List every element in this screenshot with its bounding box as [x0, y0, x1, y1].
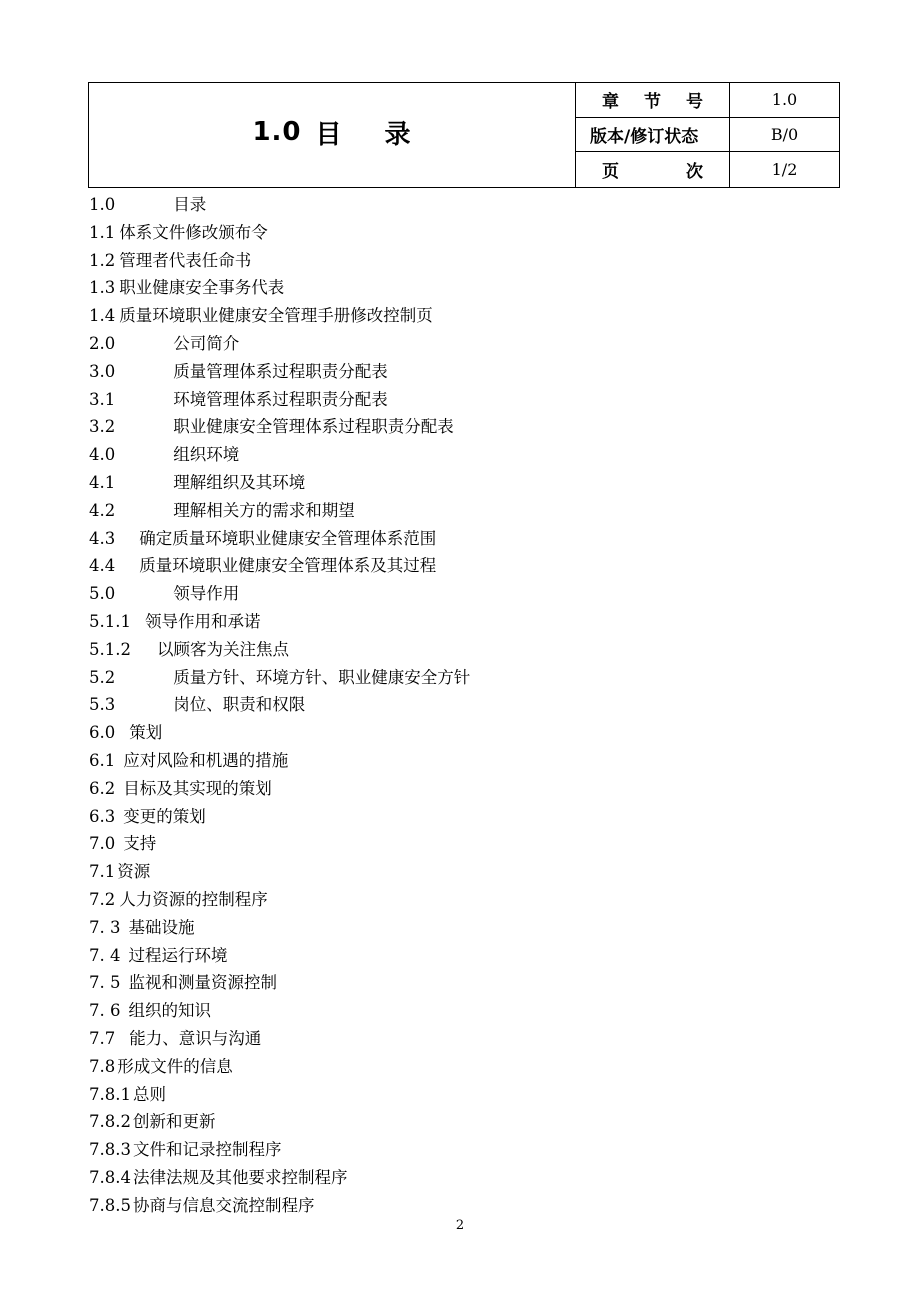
toc-item-number: 4.4	[89, 556, 116, 576]
document-header-table	[88, 82, 840, 188]
toc-item-number: 7.8.2	[89, 1112, 131, 1132]
toc-item-number: 2.0	[89, 333, 116, 353]
toc-item-number: 7.8	[89, 1056, 116, 1076]
toc-item	[89, 358, 869, 386]
toc-item-title: 体系文件修改颁布令	[119, 222, 268, 242]
chapter-label-char-3: 号	[686, 92, 703, 113]
toc-item-title: 质量管理体系过程职责分配表	[173, 361, 388, 381]
page-value: 1/2	[771, 160, 798, 180]
toc-item-number: 3.0	[89, 361, 116, 381]
toc-item-number: 3.2	[89, 417, 116, 437]
toc-item	[89, 469, 869, 497]
toc-item	[89, 803, 869, 831]
toc-item-number: 7. 4	[89, 945, 121, 965]
toc-item-title: 岗位、职责和权限	[173, 695, 306, 715]
toc-item	[89, 1192, 869, 1220]
toc-item-number: 7.0	[89, 834, 116, 854]
toc-item-number: 4.0	[89, 445, 116, 465]
toc-item-title: 形成文件的信息	[117, 1056, 233, 1076]
toc-item	[89, 386, 869, 414]
toc-item	[89, 1136, 869, 1164]
page-title	[89, 83, 576, 187]
toc-item	[89, 525, 869, 553]
toc-item-title: 监视和测量资源控制	[128, 973, 277, 993]
page-label-char-1: 页	[602, 162, 619, 183]
toc-item-title: 能力、意识与沟通	[129, 1028, 262, 1048]
toc-item-title: 理解组织及其环境	[173, 472, 306, 492]
toc-item-number: 1.1	[89, 222, 116, 242]
toc-item	[89, 1025, 869, 1053]
toc-item-title: 人力资源的控制程序	[119, 889, 268, 909]
toc-item	[89, 775, 869, 803]
toc-item	[89, 664, 869, 692]
toc-item-number: 5.1.2	[89, 639, 131, 659]
toc-item	[89, 219, 869, 247]
chapter-label-char-2: 节	[644, 92, 661, 113]
toc-item	[89, 691, 869, 719]
toc-item	[89, 830, 869, 858]
toc-item	[89, 413, 869, 441]
toc-item-title: 策划	[129, 723, 163, 743]
toc-item-number: 6.3	[89, 806, 116, 826]
toc-item-number: 6.2	[89, 778, 116, 798]
page-label	[576, 152, 730, 187]
header-info-grid	[576, 83, 839, 187]
toc-item-number: 7.8.1	[89, 1084, 131, 1104]
toc-item-number: 7.8.4	[89, 1167, 131, 1187]
toc-item-title: 目录	[173, 195, 207, 214]
toc-item-number: 5.2	[89, 667, 116, 687]
toc-item-title: 职业健康安全管理体系过程职责分配表	[173, 417, 454, 437]
toc-item	[89, 191, 869, 219]
toc-item-number: 7.8.5	[89, 1195, 131, 1215]
toc-item-title: 公司简介	[173, 333, 240, 353]
chapter-label-char-1: 章	[602, 92, 619, 113]
toc-item-number: 4.2	[89, 500, 116, 520]
toc-item-number: 5.3	[89, 695, 116, 715]
toc-item	[89, 497, 869, 525]
toc-item-title: 职业健康安全事务代表	[119, 278, 285, 298]
toc-item	[89, 636, 869, 664]
toc-item	[89, 1164, 869, 1192]
toc-item	[89, 719, 869, 747]
toc-item-number: 7. 5	[89, 973, 121, 993]
toc-item-number: 7.2	[89, 889, 116, 909]
toc-item	[89, 608, 869, 636]
toc-item-number: 7.1	[89, 862, 116, 882]
toc-item	[89, 914, 869, 942]
page-label-char-2: 次	[686, 162, 703, 183]
toc-item-title: 文件和记录控制程序	[132, 1140, 282, 1160]
toc-item-number: 7.7	[89, 1028, 116, 1048]
toc-item-title: 目标及其实现的策划	[123, 778, 272, 798]
page-number: 2	[455, 1218, 465, 1233]
toc-item-title: 基础设施	[128, 917, 195, 937]
revision-value: B/0	[730, 118, 839, 153]
toc-item-number: 7. 3	[89, 917, 121, 937]
toc-item-title: 过程运行环境	[128, 945, 228, 965]
toc-item-number: 5.0	[89, 584, 116, 604]
toc-item-title: 组织的知识	[128, 1001, 211, 1021]
toc-item-title: 理解相关方的需求和期望	[173, 500, 355, 520]
toc-item	[89, 580, 869, 608]
toc-item	[89, 969, 869, 997]
toc-item	[89, 997, 869, 1025]
toc-item	[89, 1081, 869, 1109]
toc-item-title: 变更的策划	[123, 806, 206, 826]
toc-item-number: 6.1	[89, 750, 116, 770]
toc-item-title: 环境管理体系过程职责分配表	[173, 389, 388, 409]
revision-label: 版本/修订状态	[576, 118, 730, 153]
toc-item-title: 组织环境	[173, 445, 240, 465]
title-number: 1.0	[252, 117, 302, 147]
toc-item	[89, 1053, 869, 1081]
toc-item	[89, 747, 869, 775]
toc-item	[89, 302, 869, 330]
toc-item-number: 1.4	[89, 306, 116, 326]
chapter-label	[576, 83, 730, 118]
toc-item	[89, 942, 869, 970]
title-text-1: 目	[315, 119, 343, 150]
toc-item-number: 5.1.1	[89, 611, 131, 631]
toc-item-title: 资源	[117, 862, 151, 882]
toc-item	[89, 247, 869, 275]
toc-item	[89, 1108, 869, 1136]
toc-item-number: 7. 6	[89, 1001, 121, 1021]
toc-item-title: 协商与信息交流控制程序	[132, 1195, 315, 1215]
toc-item	[89, 330, 869, 358]
toc-item-title: 创新和更新	[132, 1112, 216, 1132]
toc-item-number: 3.1	[89, 389, 116, 409]
toc-item	[89, 858, 869, 886]
toc-item-title: 应对风险和机遇的措施	[123, 750, 289, 770]
toc-item	[89, 274, 869, 302]
toc-item-number: 4.1	[89, 472, 116, 492]
toc-item-title: 以顾客为关注焦点	[156, 639, 289, 659]
toc-item-title: 确定质量环境职业健康安全管理体系范围	[139, 528, 437, 548]
toc-item-title: 领导作用	[173, 584, 240, 604]
toc-item	[89, 552, 869, 580]
toc-item-number: 1.0	[89, 195, 116, 214]
toc-item-title: 质量环境职业健康安全管理体系及其过程	[139, 556, 437, 576]
toc-item-number: 7.8.3	[89, 1140, 131, 1160]
toc-item-number: 6.0	[89, 723, 116, 743]
toc-item-title: 质量方针、环境方针、职业健康安全方针	[173, 667, 471, 687]
toc-item-title: 质量环境职业健康安全管理手册修改控制页	[119, 306, 433, 326]
toc-item-title: 支持	[123, 834, 157, 854]
toc-item-number: 1.3	[89, 278, 116, 298]
table-of-contents	[89, 191, 869, 1219]
toc-item-title: 领导作用和承诺	[144, 611, 261, 631]
chapter-value: 1.0	[730, 83, 839, 118]
toc-item-number: 1.2	[89, 250, 116, 270]
toc-item-number: 4.3	[89, 528, 116, 548]
toc-item-title: 总则	[132, 1084, 166, 1104]
title-text-2: 录	[384, 119, 412, 150]
toc-item-title: 管理者代表任命书	[119, 250, 252, 270]
toc-item-title: 法律法规及其他要求控制程序	[132, 1167, 348, 1187]
toc-item	[89, 441, 869, 469]
toc-item	[89, 886, 869, 914]
